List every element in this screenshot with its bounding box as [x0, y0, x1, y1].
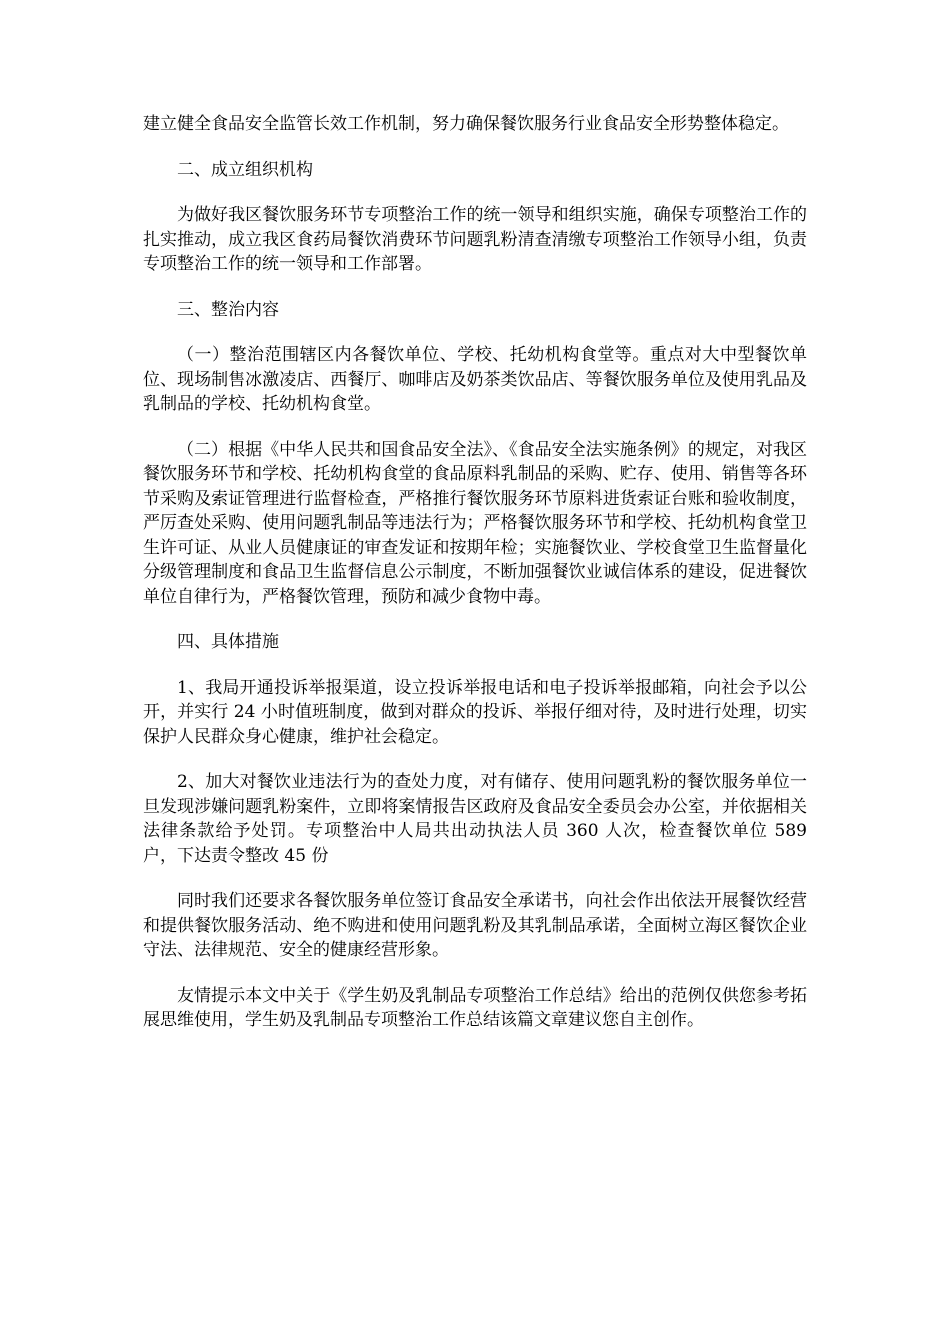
paragraph-measure-2: 2、加大对餐饮业违法行为的查处力度，对有储存、使用问题乳粉的餐饮服务单位一旦发现涉嫌问题乳粉案件，立即将案情报告区政府及食品安全委员会办公室，并依据相关法律条款给予处罚。专项整治中人局共出动执法人员 360 人次，检查餐饮单位 589 户，下达责令整改 45 份: [143, 772, 807, 866]
document-body: [143, 112, 807, 1054]
paragraph-legal-basis: （二）根据《中华人民共和国食品安全法》、《食品安全法实施条例》的规定，对我区餐饮服务环节和学校、托幼机构食堂的食品原料乳制品的采购、贮存、使用、销售等各环节采购及索证管理进行监督检查，严格推行餐饮服务环节原料进货索证台账和验收制度，严厉查处采购、使用问题乳制品等违法行为；严格餐饮服务环节和学校、托幼机构食堂卫生许可证、从业人员健康证的审查发证和按期年检；实施餐饮业、学校食堂卫生监督量化分级管理制度和食品卫生监督信息公示制度，不断加强餐饮业诚信体系的建设，促进餐饮单位自律行为，严格餐饮管理，预防和减少食物中毒。: [143, 439, 807, 607]
paragraph-scope: （一）整治范围辖区内各餐饮单位、学校、托幼机构食堂等。重点对大中型餐饮单位、现场制售冰激凌店、西餐厅、咖啡店及奶茶类饮品店、等餐饮服务单位及使用乳品及乳制品的学校、托幼机构食堂。: [143, 345, 807, 414]
paragraph-measure-1: 1、我局开通投诉举报渠道，设立投诉举报电话和电子投诉举报邮箱，向社会予以公开，并实行 24 小时值班制度，做到对群众的投诉、举报仔细对待，及时进行处理，切实保护人民群众身心健康，维护社会稳定。: [143, 677, 807, 747]
paragraph-organization: 为做好我区餐饮服务环节专项整治工作的统一领导和组织实施，确保专项整治工作的扎实推动，成立我区食药局餐饮消费环节问题乳粉清查清缴专项整治工作领导小组，负责专项整治工作的统一领导和工作部署。: [143, 205, 807, 274]
paragraph-notice: 友情提示本文中关于《学生奶及乳制品专项整治工作总结》给出的范例仅供您参考拓展思维使用，学生奶及乳制品专项整治工作总结该篇文章建议您自主创作。: [143, 985, 807, 1030]
section-heading-organization: 二、成立组织机构: [177, 159, 313, 180]
section-heading-measures: 四、具体措施: [177, 632, 279, 652]
paragraph-commitment: 同时我们还要求各餐饮服务单位签订食品安全承诺书，向社会作出依法开展餐饮经营和提供餐饮服务活动、绝不购进和使用问题乳粉及其乳制品承诺，全面树立海区餐饮企业守法、法律规范、安全的健康经营形象。: [143, 891, 807, 960]
section-heading-content: 三、整治内容: [177, 299, 279, 320]
paragraph-intro-continuation: 建立健全食品安全监管长效工作机制，努力确保餐饮服务行业食品安全形势整体稳定。: [143, 114, 789, 134]
